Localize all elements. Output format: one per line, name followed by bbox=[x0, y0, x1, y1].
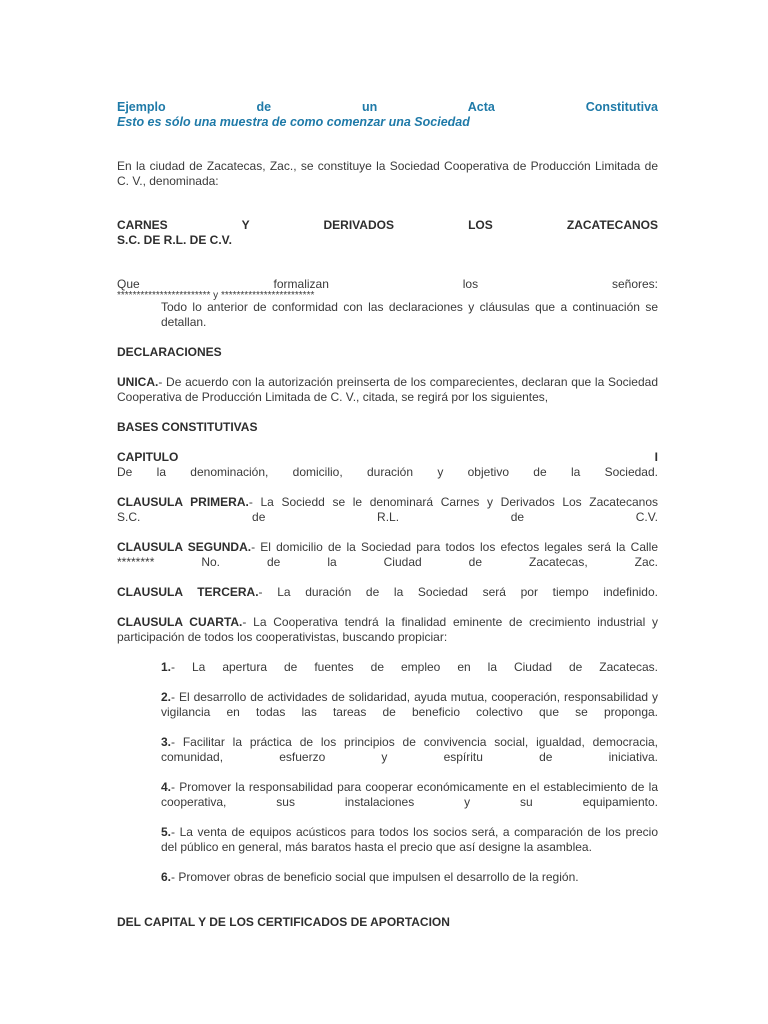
list-item bbox=[161, 780, 658, 810]
capital-heading: DEL CAPITAL Y DE LOS CERTIFICADOS DE APORTACION bbox=[117, 915, 450, 929]
que-line: Que formalizan los señores: bbox=[117, 277, 658, 291]
clausula-label: CLAUSULA PRIMERA. bbox=[117, 495, 249, 509]
list-item-text: - El desarrollo de actividades de solidaridad, ayuda mutua, cooperación, responsabilidad y vigilancia en todas las tareas de beneficio colectivo que se proponga. bbox=[161, 690, 658, 719]
list-item-text: - Promover obras de beneficio social que impulsen el desarrollo de la región. bbox=[171, 870, 579, 884]
list-item bbox=[161, 825, 658, 855]
clausula-text: - La Sociedd se le denominará Carnes y Derivados Los Zacatecanos bbox=[248, 495, 658, 509]
list-item-text: - La venta de equipos acústicos para todos los socios será, a comparación de los precio del público en general, más baratos hasta el precio que así designe la asamblea. bbox=[161, 825, 658, 854]
list-item bbox=[161, 870, 658, 885]
list-item-number: 5. bbox=[161, 825, 172, 839]
capitulo-label: CAPITULO bbox=[117, 450, 179, 464]
list-item bbox=[161, 660, 658, 675]
list-item-text: - Facilitar la práctica de los principios de convivencia social, igualdad, democracia, comunidad, esfuerzo y espíritu de iniciativa. bbox=[161, 735, 658, 764]
unica-text: - De acuerdo con la autorización preinserta de los comparecientes, declaran que la Sociedad Cooperativa de Producción Limitada de C. V., citada, se regirá por los siguientes, bbox=[117, 375, 658, 404]
clausula-text: - El domicilio de la Sociedad para todos los efectos legales será la Calle bbox=[251, 540, 658, 554]
list-item-number: 4. bbox=[161, 780, 172, 794]
clausula-primera bbox=[117, 495, 658, 525]
capitulo-number: I bbox=[654, 450, 658, 464]
company-name-line2: S.C. DE R.L. DE C.V. bbox=[117, 233, 232, 247]
list-item-number: 2. bbox=[161, 690, 172, 704]
list-item bbox=[161, 735, 658, 765]
clausula-text: participación de todos los cooperativistas, buscando propiciar: bbox=[117, 630, 448, 644]
list-item bbox=[161, 690, 658, 720]
capitulo-block bbox=[117, 450, 658, 480]
bases-heading: BASES CONSTITUTIVAS bbox=[117, 420, 258, 434]
document-subtitle: Esto es sólo una muestra de como comenzar una Sociedad bbox=[117, 115, 470, 129]
document-title: Ejemplo de un Acta Constitutiva bbox=[117, 100, 658, 114]
clausula-cuarta bbox=[117, 615, 658, 645]
unica-paragraph bbox=[117, 375, 658, 405]
list-item-number: 6. bbox=[161, 870, 172, 884]
clausula-text: - La duración de la Sociedad será por tiempo indefinido. bbox=[258, 585, 658, 599]
capitulo-description: De la denominación, domicilio, duración y objetivo de la Sociedad. bbox=[117, 465, 658, 479]
list-item-number: 3. bbox=[161, 735, 172, 749]
clausula-label: CLAUSULA TERCERA. bbox=[117, 585, 259, 599]
clausula-tercera bbox=[117, 585, 658, 600]
clausula-segunda bbox=[117, 540, 658, 570]
stars-line: ************************ y ************************ bbox=[117, 290, 315, 301]
conformidad-paragraph: Todo lo anterior de conformidad con las declaraciones y cláusulas que a continuación se detallan. bbox=[161, 300, 658, 329]
list-item-text: - Promover la responsabilidad para cooperar económicamente en el establecimiento de la cooperativa, sus instalaciones y su equipamiento. bbox=[161, 780, 658, 809]
list-item-text: - La apertura de fuentes de empleo en la Ciudad de Zacatecas. bbox=[171, 660, 658, 674]
list-item-number: 1. bbox=[161, 660, 172, 674]
clausula-text: - La Cooperativa tendrá la finalidad eminente de crecimiento industrial y bbox=[242, 615, 658, 629]
intro-paragraph: En la ciudad de Zacatecas, Zac., se constituye la Sociedad Cooperativa de Producción Limitada de C. V., denominada: bbox=[117, 159, 658, 188]
unica-label: UNICA. bbox=[117, 375, 159, 389]
declaraciones-heading: DECLARACIONES bbox=[117, 345, 222, 359]
document bbox=[117, 100, 658, 930]
clausula-text: ******** No. de la Ciudad de Zacatecas, Zac. bbox=[117, 555, 658, 569]
clausula-label: CLAUSULA SEGUNDA. bbox=[117, 540, 252, 554]
clausula-label: CLAUSULA CUARTA. bbox=[117, 615, 243, 629]
company-name-line1: CARNES Y DERIVADOS LOS ZACATECANOS bbox=[117, 218, 658, 232]
clausula-text: S.C. de R.L. de C.V. bbox=[117, 510, 658, 524]
